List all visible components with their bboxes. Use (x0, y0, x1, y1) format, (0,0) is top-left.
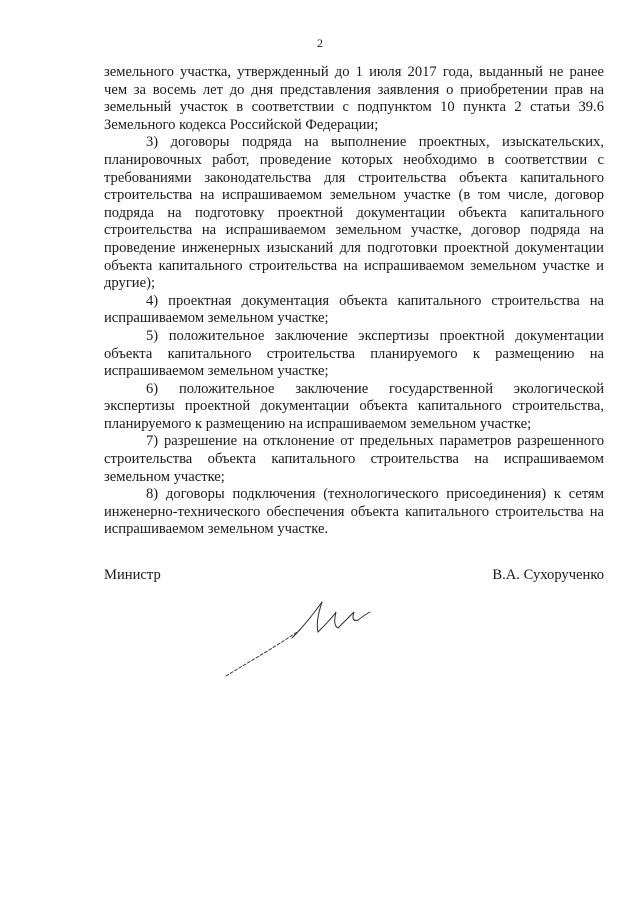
paragraph-item-8: 8) договоры подключения (технологического присоединения) к сетям инженерно-технического обеспечения объекта капитального строительства на испрашиваемом земельном участке. (104, 486, 604, 538)
signatory-name: В.А. Сухорученко (492, 567, 604, 583)
document-body (104, 64, 604, 539)
page-number: 2 (317, 36, 323, 50)
paragraph-item-7: 7) разрешение на отклонение от предельных параметров разрешенного строительства объекта капитального строительства на испрашиваемом земельном участке; (104, 433, 604, 485)
paragraph-item-6: 6) положительное заключение государственной экологической экспертизы проектной документации объекта капитального строительства, планируемого к размещению на испрашиваемом земельном участке; (104, 380, 604, 432)
paragraph-continuation: земельного участка, утвержденный до 1 июля 2017 года, выданный не ранее чем за восемь лет до дня представления заявления о приобретении прав на земельный участок в соответствии с подпунктом 10 пункта 2 статьи 39.6 Земельного кодекса Российской Федерации; (104, 64, 604, 133)
paragraph-item-3: 3) договоры подряда на выполнение проектных, изыскательских, планировочных работ, проведение которых необходимо в соответствии с требованиями законодательства для строительства объекта капитального строительства на испрашиваемом земельном участке (в том числе, договор подряда на подготовку проектной документации объекта капитального строительства на испрашиваемом земельном участке, договор подряда на проведение инженерных изысканий для подготовки проектной документации объекта капитального строительства на испрашиваемом земельном участке и другие); (104, 134, 604, 292)
paragraph-item-5: 5) положительное заключение экспертизы проектной документации объекта капитального строительства планируемого к размещению на испрашиваемом земельном участке; (104, 327, 604, 380)
signatory-title: Министр (104, 567, 161, 583)
paragraph-item-4: 4) проектная документация объекта капитального строительства на испрашиваемом земельном участке; (104, 292, 604, 327)
handwritten-signature (222, 590, 372, 685)
